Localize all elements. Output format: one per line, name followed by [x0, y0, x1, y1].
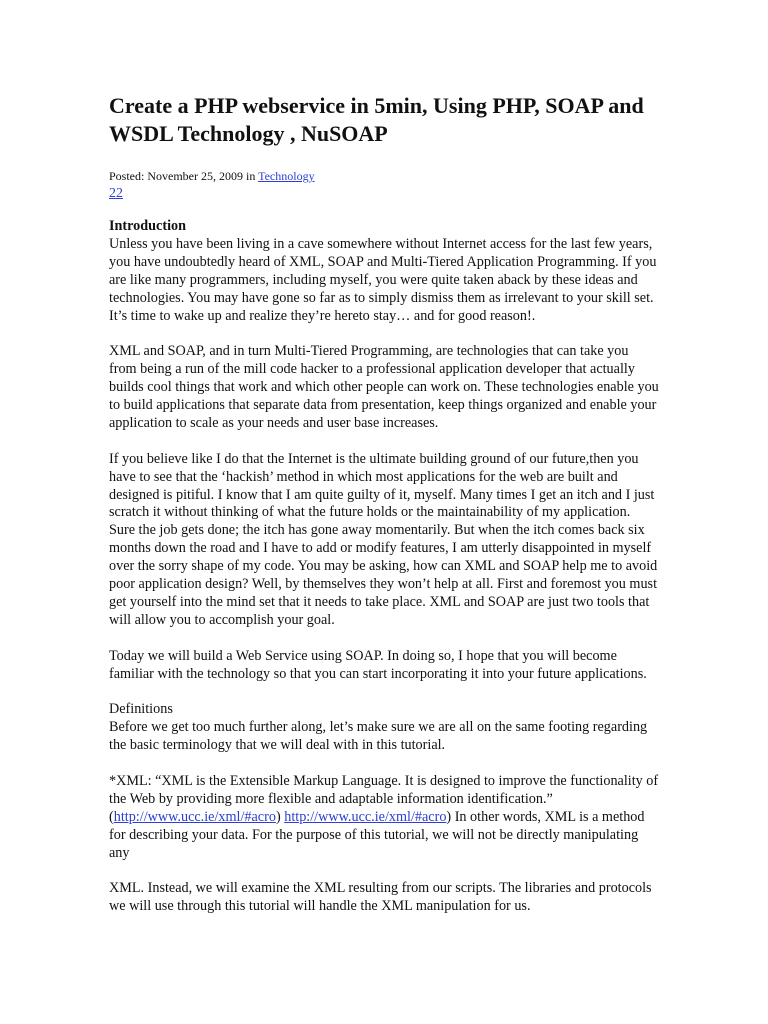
posted-date: Posted: November 25, 2009 in — [109, 169, 259, 183]
comment-count — [109, 185, 768, 203]
xml-reference-link-1[interactable]: http://www.ucc.ie/xml/#acro — [113, 808, 276, 825]
category-link[interactable]: Technology — [258, 169, 315, 183]
xml-definition-separator: ) — [275, 808, 285, 825]
paragraph-intro-3: If you believe like I do that the Internet is the ultimate building ground of our future,then you have to see that the ‘hackish’ method in which most applications for the web are built and designed is pitiful. I know that I am quite guilty of it, myself. Many times I get an itch and I just scratch it without thinking of what the future holds or the maintainability of my application. Sure the job gets done; the itch has gone away momentarily. But when the itch comes back six months down the road and I have to add or modify features, I am utterly disappointed in myself over the sorry shape of my code. You may be asking, how can XML and SOAP help me to avoid poor application design? Well, by themselves they won’t help at all. First and foremost you must get yourself into the mind set that it needs to take place. XML and SOAP are just two tools that will allow you to accomplish your goal. — [109, 450, 658, 628]
paragraph-xml-handling: XML. Instead, we will examine the XML resulting from our scripts. The libraries and protocols we will use through this tutorial will handle the XML manipulation for us. — [109, 880, 652, 915]
xml-reference-link-2[interactable]: http://www.ucc.ie/xml/#acro — [284, 808, 447, 825]
paragraph-intro-2: XML and SOAP, and in turn Multi-Tiered Programming, are technologies that can take you from being a run of the mill code hacker to a professional application developer that actually builds cool things that work and which other people can work on. These technologies enable you to build applications that separate data from presentation, keep things organized and enable your application to scale as your needs and user base increases. — [109, 343, 659, 431]
article-title: Create a PHP webservice in 5min, Using PHP, SOAP and WSDL Technology , NuSOAP — [109, 93, 644, 146]
definitions-heading: Definitions — [109, 701, 173, 718]
post-meta — [109, 168, 768, 185]
paragraph-definitions-intro: Before we get too much further along, let’s make sure we are all on the same footing regarding the basic terminology that we will deal with in this tutorial. — [109, 719, 648, 754]
paragraph-intro-4: Today we will build a Web Service using SOAP. In doing so, I hope that you will become familiar with the technology so that you can start incorporating it into your future applications. — [109, 647, 647, 682]
comment-count-link[interactable]: 22 — [109, 186, 123, 201]
xml-definition-continued: ) In other words, XML is a method for describing your data. For the purpose of this tutorial, we will not be directly manipulating any — [109, 808, 645, 861]
paragraph-xml-definition — [109, 773, 659, 863]
article-body — [109, 218, 659, 916]
xml-definition-text: *XML: “XML is the Extensible Markup Language. It is designed to improve the functionality of the Web by providing more flexible and adaptable information identification.” ( — [109, 773, 659, 825]
paragraph-intro-1: Unless you have been living in a cave somewhere without Internet access for the last few years, you have undoubtedly heard of XML, SOAP and Multi-Tiered Application Programming. If you are like many programmers, including myself, you were quite taken aback by these ideas and technologies. You may have gone so far as to simply dismiss them as irrelevant to your skill set. It’s time to wake up and realize they’re hereto stay… and for good reason!. — [109, 235, 657, 324]
introduction-heading: Introduction — [109, 218, 186, 234]
